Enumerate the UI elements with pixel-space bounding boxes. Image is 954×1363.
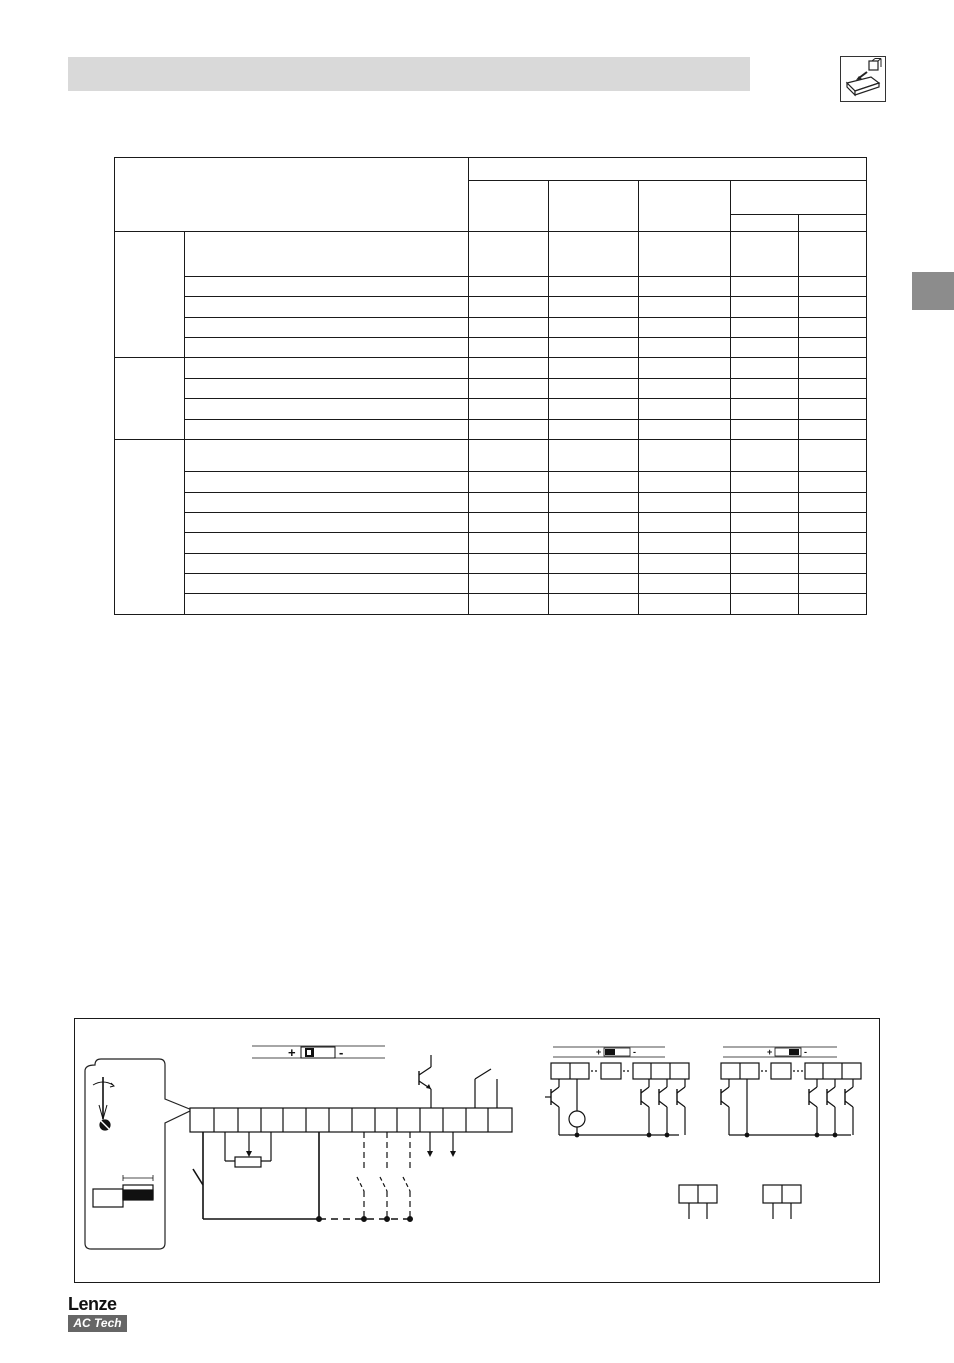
svg-text:+: + — [288, 1045, 296, 1060]
table-row — [115, 594, 867, 615]
table-row — [115, 379, 867, 399]
table-row — [115, 513, 867, 533]
table-row — [115, 440, 867, 472]
row-label — [185, 493, 469, 513]
svg-text:-: - — [633, 1047, 636, 1057]
screw-slot-icon — [100, 1120, 110, 1130]
dip-switch-main — [252, 1045, 385, 1060]
terminal-pair-b — [763, 1185, 801, 1219]
header-cell — [549, 181, 639, 232]
table-row — [115, 493, 867, 513]
table-row — [115, 318, 867, 338]
table-row — [115, 472, 867, 493]
io-connection-diagram-b — [721, 1047, 861, 1137]
row-label — [185, 472, 469, 493]
row-label — [185, 533, 469, 554]
svg-text:-: - — [804, 1047, 807, 1057]
table-row — [115, 232, 867, 277]
wiring-diagram — [75, 1019, 879, 1282]
io-connection-diagram-a — [545, 1047, 689, 1137]
header-cell — [115, 158, 469, 232]
relay-contact-symbol — [475, 1069, 497, 1108]
table-header-row — [115, 158, 867, 181]
field-wiring — [193, 1132, 456, 1221]
table-row — [115, 358, 867, 379]
terminal-strip — [190, 1108, 512, 1132]
row-label — [185, 513, 469, 533]
table-row — [115, 533, 867, 554]
row-label — [185, 440, 469, 472]
table-row — [115, 399, 867, 420]
row-label — [185, 277, 469, 297]
row-label — [185, 297, 469, 318]
header-cell — [799, 215, 867, 232]
brand-subline: AC Tech — [68, 1315, 127, 1332]
header-cell — [639, 181, 731, 232]
svg-text:-: - — [339, 1045, 344, 1060]
spec-table — [114, 157, 867, 615]
header-cell — [469, 181, 549, 232]
row-label — [185, 399, 469, 420]
row-label — [185, 318, 469, 338]
group-c-cell — [115, 440, 185, 615]
table-row — [115, 574, 867, 594]
svg-text:+: + — [596, 1047, 602, 1057]
terminal-pair-a — [679, 1185, 717, 1219]
table-row — [115, 277, 867, 297]
row-label — [185, 232, 469, 277]
header-cell — [731, 215, 799, 232]
row-label — [185, 379, 469, 399]
row-label — [185, 594, 469, 615]
row-label — [185, 574, 469, 594]
row-label — [185, 420, 469, 440]
row-label — [185, 358, 469, 379]
brand-name: Lenze — [68, 1294, 117, 1314]
table-row — [115, 297, 867, 318]
manual-page-icon[interactable] — [840, 56, 886, 102]
brand-logo — [68, 1295, 128, 1333]
table-row — [115, 420, 867, 440]
wiring-diagram-frame — [74, 1018, 880, 1283]
header-cell — [469, 158, 867, 181]
group-b-cell — [115, 358, 185, 440]
table-row — [115, 554, 867, 574]
section-tab-marker[interactable] — [912, 272, 954, 310]
group-a-cell — [115, 232, 185, 358]
transistor-output-symbol — [419, 1055, 431, 1108]
row-label — [185, 338, 469, 358]
screwdriver-callout — [85, 1059, 192, 1249]
section-header-bar — [68, 57, 750, 91]
table-row — [115, 338, 867, 358]
row-label — [185, 554, 469, 574]
svg-text:+: + — [767, 1047, 773, 1057]
header-cell — [731, 181, 867, 215]
